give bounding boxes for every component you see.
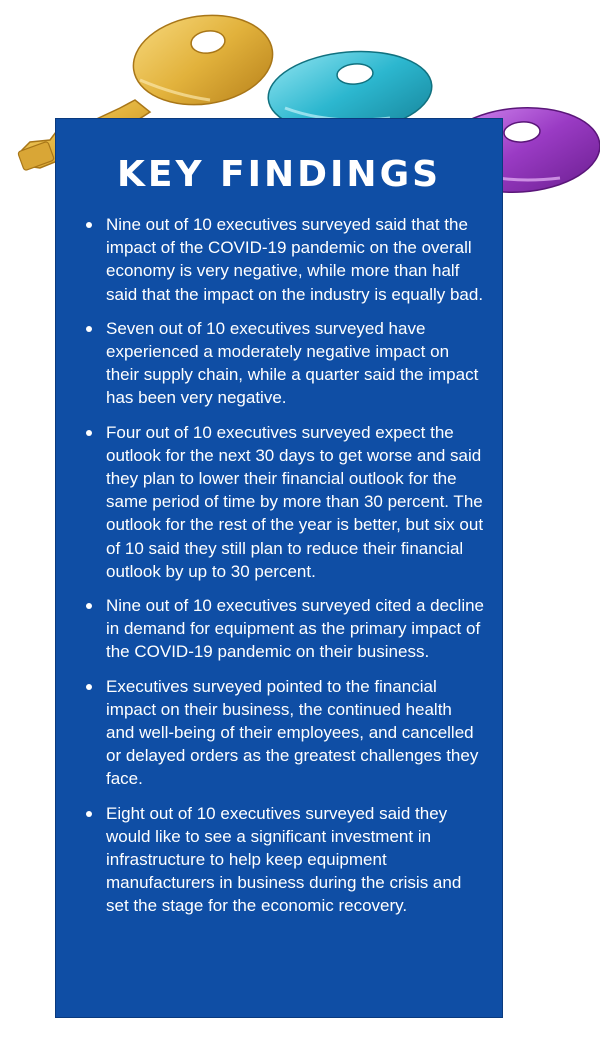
bullet-icon: [86, 603, 92, 609]
page-title: KEY FINDINGS: [116, 154, 442, 195]
findings-list: [84, 213, 484, 929]
list-item: [84, 421, 484, 583]
finding-text: Eight out of 10 executives surveyed said they would like to see a significant investment in infrastructure to help keep equipment manufacturers in business during the crisis and set the stage for the economic recovery.: [106, 803, 462, 916]
bullet-icon: [86, 684, 92, 690]
list-item: [84, 213, 484, 306]
list-item: [84, 317, 484, 410]
list-item: [84, 675, 484, 791]
list-item: [84, 802, 484, 918]
key-findings-panel: [55, 118, 503, 1018]
finding-text: Nine out of 10 executives surveyed cited a decline in demand for equipment as the primary impact of the COVID-19 pandemic on their business.: [106, 596, 485, 662]
bullet-icon: [86, 326, 92, 332]
finding-text: Executives surveyed pointed to the financial impact on their business, the continued health and well-being of their employees, and cancelled or delayed orders as the greatest challenges they face.: [106, 676, 479, 789]
list-item: [84, 594, 484, 664]
finding-text: Seven out of 10 executives surveyed have experienced a moderately negative impact on their supply chain, while a quarter said the impact has been very negative.: [106, 318, 479, 408]
bullet-icon: [86, 222, 92, 228]
bullet-icon: [86, 430, 92, 436]
finding-text: Four out of 10 executives surveyed expect the outlook for the next 30 days to get worse and said they plan to lower their financial outlook for the same period of time by more than 30 percent. The outlook for the rest of the year is better, but six out of 10 said they still plan to reduce their financial outlook by up to 30 percent.: [106, 422, 484, 581]
bullet-icon: [86, 811, 92, 817]
finding-text: Nine out of 10 executives surveyed said that the impact of the COVID-19 pandemic on the overall economy is very negative, while more than half said that the impact on the industry is equally bad.: [106, 215, 484, 304]
